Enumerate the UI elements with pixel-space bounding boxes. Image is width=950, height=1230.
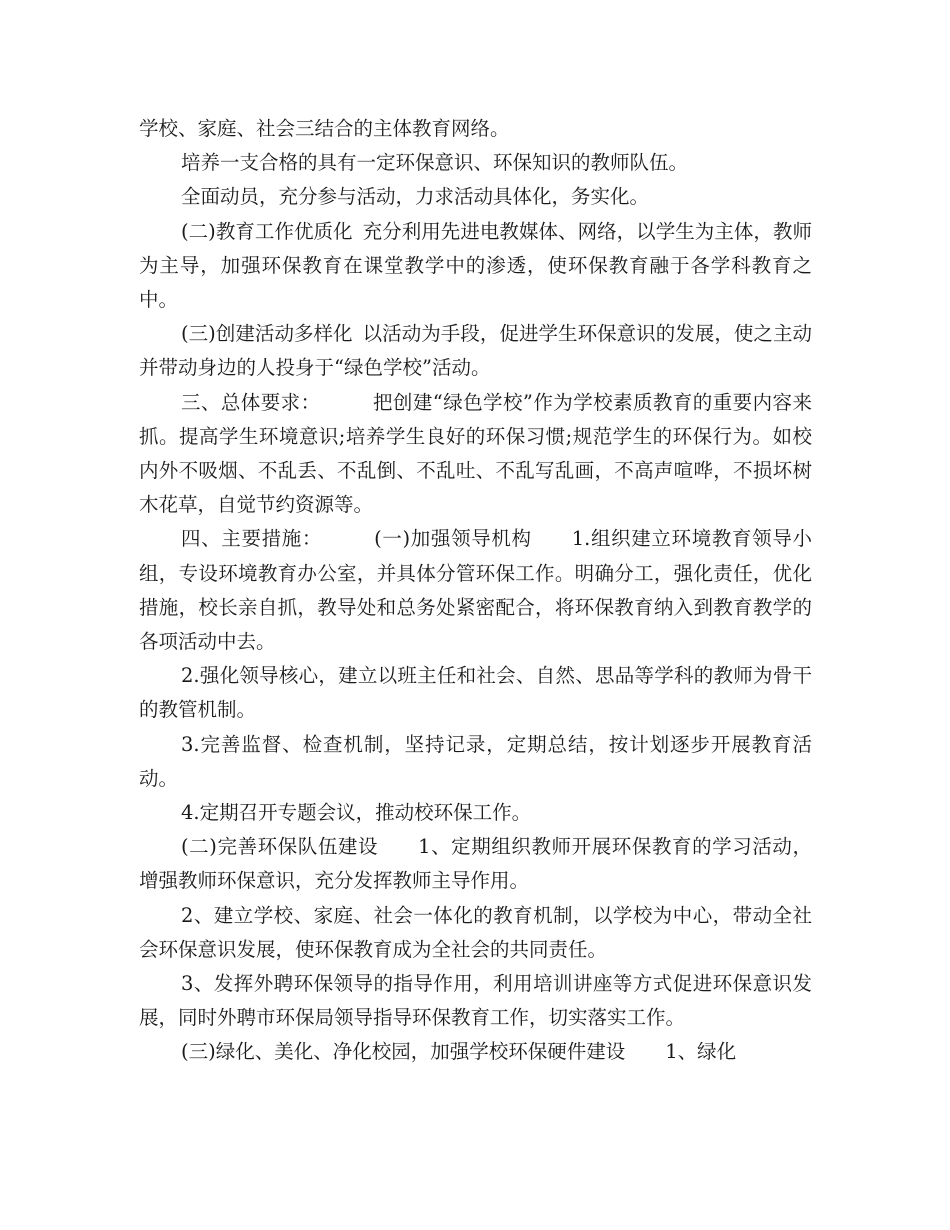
paragraph-external-guidance xyxy=(139,967,812,1035)
paragraph-text: 以活动为手段，促进学生环保意识的发展，使之主动并带动身边的人投身于“绿色学校”活动。 xyxy=(139,322,812,380)
section-heading: 三、总体要求： xyxy=(181,390,321,414)
document-body xyxy=(139,112,812,1070)
paragraph-mobilization xyxy=(139,180,812,214)
paragraph-text: 2、建立学校、家庭、社会一体化的教育机制，以学校为中心，带动全社会环保意识发展，使环保教育成为全社会的共同责任。 xyxy=(139,903,812,961)
paragraph-main-measures xyxy=(139,522,812,659)
section-heading: (三)绿化、美化、净化校园，加强学校环保硬件建设 xyxy=(181,1040,626,1064)
paragraph-text: 1、定期组织教师开展环保教育的学习活动，增强教师环保意识，充分发挥教师主导作用。 xyxy=(139,835,812,893)
paragraph-meetings xyxy=(139,796,812,830)
paragraph-education-quality xyxy=(139,215,812,318)
paragraph-text: 充分利用先进电教媒体、网络，以学生为主体，教师为主导，加强环保教育在课堂教学中的渗透，使环保教育融于各学科教育之中。 xyxy=(139,219,812,312)
paragraph-text: 1、绿化 xyxy=(665,1040,737,1064)
paragraph-text: 2.强化领导核心，建立以班主任和社会、自然、思品等学科的教师为骨干的教管机制。 xyxy=(139,664,812,722)
paragraph-text: 把创建“绿色学校”作为学校素质教育的重要内容来抓。提高学生环境意识;培养学生良好的环保习惯;规范学生的环保行为。如校内外不吸烟、不乱丢、不乱倒、不乱吐、不乱写乱画，不高声喧哗，不损坏树木花草，自觉节约资源等。 xyxy=(139,390,812,517)
paragraph-text: 全面动员，充分参与活动，力求活动具体化，务实化。 xyxy=(181,185,650,209)
section-heading: (二)教育工作优质化 xyxy=(181,219,353,243)
paragraph-campus-greening xyxy=(139,1035,812,1069)
paragraph-text: 4.定期召开专题会议，推动校环保工作。 xyxy=(181,801,532,825)
paragraph-text: 学校、家庭、社会三结合的主体教育网络。 xyxy=(139,117,510,140)
paragraph-text: 3、发挥外聘环保领导的指导作用，利用培训讲座等方式促进环保意识发展，同时外聘市环保局领导指导环保教育工作，切实落实工作。 xyxy=(139,972,812,1030)
paragraph-text: 1.组织建立环境教育领导小组，专设环境教育办公室，并具体分管环保工作。明确分工，强化责任，优化措施，校长亲自抓，教导处和总务处紧密配合，将环保教育纳入到教育教学的各项活动中去。 xyxy=(139,527,812,654)
paragraph-leadership-core xyxy=(139,659,812,727)
section-heading: 四、主要措施： xyxy=(181,527,323,551)
paragraph-supervision xyxy=(139,728,812,796)
paragraph-network xyxy=(139,112,812,146)
paragraph-text: 3.完善监督、检查机制，坚持记录，定期总结，按计划逐步开展教育活动。 xyxy=(139,732,812,790)
paragraph-team-building xyxy=(139,830,812,898)
paragraph-overall-requirements xyxy=(139,386,812,523)
paragraph-teacher-team xyxy=(139,146,812,180)
section-subheading: (一)加强领导机构 xyxy=(374,527,532,551)
section-heading: (三)创建活动多样化 xyxy=(181,322,353,346)
paragraph-text: 培养一支合格的具有一定环保意识、环保知识的教师队伍。 xyxy=(181,151,689,175)
paragraph-integrated-mechanism xyxy=(139,899,812,967)
paragraph-activity-diversity xyxy=(139,317,812,385)
section-heading: (二)完善环保队伍建设 xyxy=(181,835,379,859)
